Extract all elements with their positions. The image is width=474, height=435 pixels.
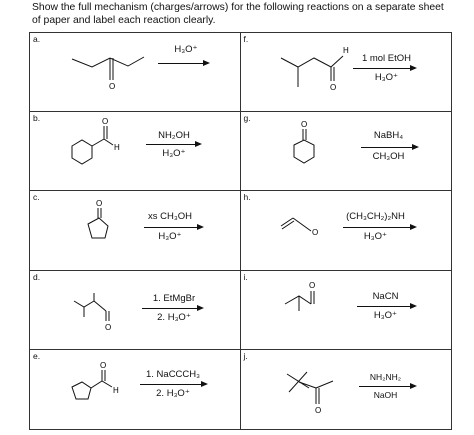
oxygen-atom: O [102, 117, 109, 127]
reaction-arrow [361, 147, 417, 148]
reagent-top: (CH₃CH₂)₂NH [346, 211, 405, 223]
molecule-structure [30, 112, 241, 197]
reaction-grid [29, 32, 452, 430]
reagent-top: NaCN [372, 290, 399, 302]
reaction-letter: b. [33, 113, 41, 124]
reaction-cell-d [30, 271, 241, 350]
molecule-structure [241, 271, 452, 356]
hydrogen-atom: H [342, 46, 349, 55]
reagent-top: 1 mol EtOH [361, 53, 412, 64]
molecule-structure [241, 350, 452, 435]
reaction-letter: e. [33, 350, 41, 361]
instructions-text: Show the full mechanism (charges/arrows) for the following reactions on a separate sheet of paper and label each reaction clearly. [32, 2, 444, 26]
reagent-bottom: H₃O⁺ [374, 72, 399, 83]
reaction-letter: f. [243, 34, 249, 44]
oxygen-atom: O [311, 228, 318, 238]
reaction-letter: g. [243, 113, 251, 124]
molecule-drawing [30, 271, 241, 351]
oxygen-atom: O [100, 360, 107, 370]
oxygen-atom: O [109, 82, 116, 91]
reaction-letter: h. [243, 192, 251, 203]
reagent-top: xs CH₃OH [148, 211, 192, 223]
reaction-letter: c. [33, 192, 40, 203]
reagent-top: NaBH₄ [373, 130, 404, 142]
oxygen-atom: O [314, 405, 321, 415]
reagent-top: NH₂NH₂ [369, 371, 402, 382]
reagent-bottom: H₃O⁺ [363, 231, 388, 243]
reagent-top: 1. NaCCCH₃ [145, 368, 201, 380]
reaction-arrow [146, 144, 200, 145]
reaction-arrow [140, 384, 206, 385]
molecule-structure [241, 112, 452, 197]
reaction-letter: j. [243, 350, 248, 361]
molecule-structure [30, 271, 241, 356]
reaction-arrow [357, 306, 415, 307]
reaction-cell-h [241, 191, 452, 270]
oxygen-atom: O [300, 120, 307, 130]
reagent-top: NH₂OH [158, 130, 190, 142]
reaction-letter: d. [33, 271, 41, 282]
molecule-drawing [241, 271, 452, 351]
reaction-arrow [158, 63, 208, 64]
reaction-cell-j [241, 350, 452, 429]
reagent-top: 1. EtMgBr [152, 292, 196, 304]
reaction-letter: i. [243, 271, 248, 282]
reagent-bottom: NaOH [373, 389, 398, 400]
reagent-top: H₃O⁺ [174, 44, 198, 55]
molecule-drawing [241, 112, 452, 192]
reagent-bottom: CH₃OH [372, 151, 405, 163]
oxygen-atom: O [308, 280, 315, 290]
reaction-cell-f [241, 33, 452, 112]
oxygen-atom: O [96, 199, 103, 209]
reaction-arrow [353, 68, 415, 69]
reaction-letter: a. [33, 34, 41, 44]
reaction-arrow [359, 386, 415, 387]
reaction-cell-e [30, 350, 241, 429]
reagent-bottom: 2. H₃O⁺ [157, 311, 191, 323]
reaction-arrow [343, 227, 415, 228]
reaction-cell-g [241, 112, 452, 191]
reagent-bottom: H₃O⁺ [162, 148, 186, 160]
oxygen-atom: O [105, 322, 112, 332]
reagent-bottom: H₃O⁺ [158, 231, 182, 243]
molecule-drawing [241, 350, 452, 430]
reagent-bottom: H₃O⁺ [373, 309, 398, 321]
reaction-cell-i [241, 271, 452, 350]
reaction-arrow [144, 227, 202, 228]
reaction-cell-a [30, 33, 241, 112]
reaction-cell-c [30, 191, 241, 270]
hydrogen-atom: H [113, 385, 119, 395]
molecule-drawing [30, 112, 241, 192]
reagent-bottom: 2. H₃O⁺ [156, 387, 190, 399]
reaction-cell-b [30, 112, 241, 191]
reaction-arrow [142, 308, 202, 309]
oxygen-atom: O [329, 83, 336, 92]
hydrogen-atom: H [114, 143, 120, 153]
